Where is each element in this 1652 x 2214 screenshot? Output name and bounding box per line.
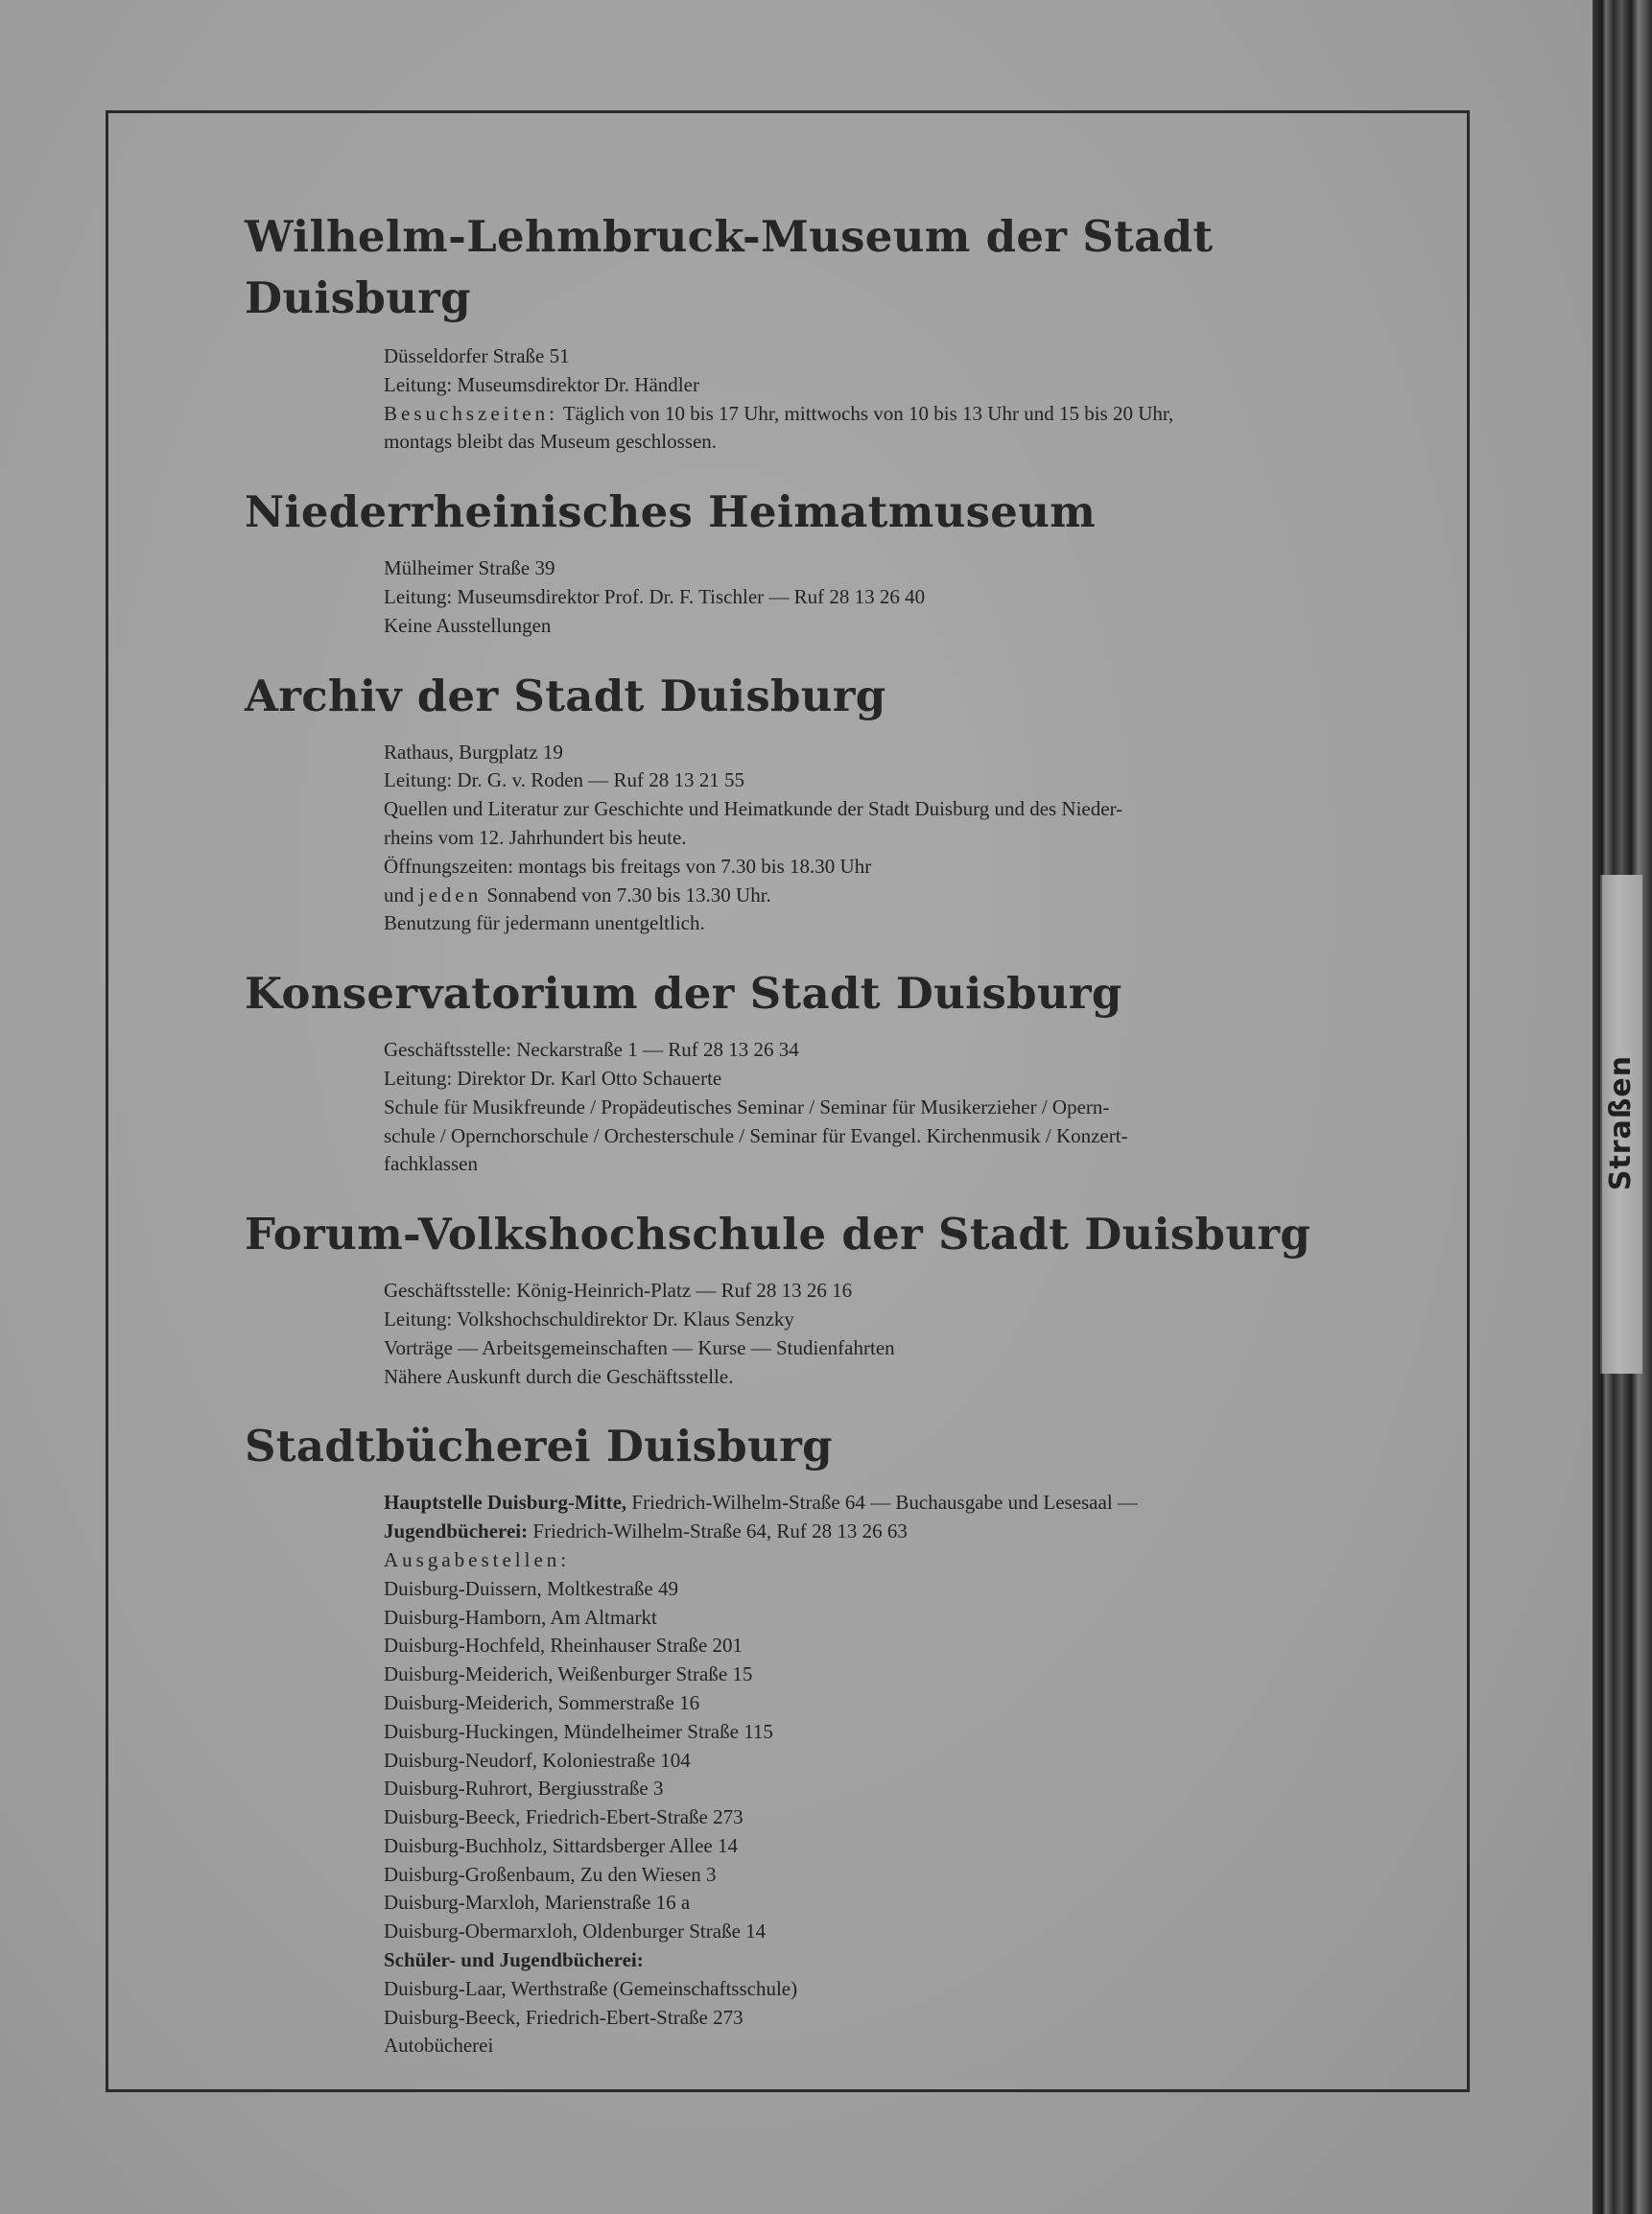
management: Leitung: Museumsdirektor Dr. Händler bbox=[384, 372, 699, 396]
list-item: Duisburg-Neudorf, Koloniestraße 104 bbox=[384, 1748, 691, 1772]
list-item: Duisburg-Hochfeld, Rheinhauser Straße 201 bbox=[384, 1634, 743, 1658]
section-heimatmuseum bbox=[245, 482, 1396, 640]
note: Keine Ausstellungen bbox=[384, 613, 552, 637]
list-item: Duisburg-Huckingen, Mündelheimer Straße 115 bbox=[384, 1719, 773, 1743]
visiting-hours: Besuchszeiten: Täglich von 10 bis 17 Uhr, mittwochs von 10 bis 13 Uhr und 15 bis 20 Uhr, bbox=[384, 401, 1174, 425]
management: Leitung: Direktor Dr. Karl Otto Schauerte bbox=[384, 1066, 722, 1090]
list-item: Autobücherei bbox=[384, 2034, 494, 2058]
offerings: Vorträge — Arbeitsgemeinschaften — Kurse — Studienfahrten bbox=[384, 1335, 895, 1359]
office: Geschäftsstelle: König-Heinrich-Platz — Ruf 28 13 26 16 bbox=[384, 1279, 853, 1303]
main-branch: Hauptstelle Duisburg-Mitte, Friedrich-Wilhelm-Straße 64 — Buchausgabe und Lesesaal — bbox=[384, 1491, 1138, 1515]
list-item: Duisburg-Buchholz, Sittardsberger Allee 14 bbox=[384, 1833, 738, 1857]
list-item: Duisburg-Obermarxloh, Oldenburger Straße 14 bbox=[384, 1920, 767, 1943]
branches-label: Ausgabestellen: bbox=[384, 1547, 571, 1571]
list-item: Duisburg-Duissern, Moltkestraße 49 bbox=[384, 1576, 678, 1600]
closed-note: montags bleibt das Museum geschlossen. bbox=[384, 430, 718, 454]
page-content bbox=[245, 206, 1396, 2061]
section-stadtbuecherei bbox=[245, 1416, 1396, 2061]
description-cont: rheins vom 12. Jahrhundert bis heute. bbox=[384, 825, 687, 849]
address: Mülheimer Straße 39 bbox=[384, 556, 555, 580]
section-title: Niederrheinisches Heimatmuseum bbox=[245, 486, 1097, 538]
management: Leitung: Dr. G. v. Roden — Ruf 28 13 21 55 bbox=[384, 768, 745, 792]
address: Düsseldorfer Straße 51 bbox=[384, 344, 570, 367]
section-title: Archiv der Stadt Duisburg bbox=[245, 670, 886, 721]
management: Leitung: Volkshochschuldirektor Dr. Klaus Senzky bbox=[384, 1307, 794, 1331]
section-lehmbruck-museum bbox=[245, 206, 1396, 457]
section-konservatorium bbox=[245, 963, 1396, 1179]
section-title: Forum-Volkshochschule der Stadt Duisburg bbox=[245, 1209, 1311, 1260]
office: Geschäftsstelle: Neckarstraße 1 — Ruf 28 13 26 34 bbox=[384, 1038, 799, 1062]
register-tab-label: Straßen bbox=[1604, 1054, 1639, 1190]
programs-cont: schule / Opernchorschule / Orchesterschule / Seminar für Evangel. Kirchenmusik / Konzert- bbox=[384, 1123, 1128, 1147]
list-item: Duisburg-Meiderich, Weißenburger Straße 15 bbox=[384, 1662, 753, 1686]
section-title: Wilhelm-Lehmbruck-Museum der Stadt Duisburg bbox=[245, 211, 1214, 323]
list-item: Duisburg-Laar, Werthstraße (Gemeinschaftsschule) bbox=[384, 1976, 798, 2000]
section-title: Stadtbücherei Duisburg bbox=[245, 1421, 833, 1472]
section-title: Konservatorium der Stadt Duisburg bbox=[245, 968, 1122, 1020]
info-note: Nähere Auskunft durch die Geschäftsstelle. bbox=[384, 1364, 734, 1388]
list-item: Duisburg-Hamborn, Am Altmarkt bbox=[384, 1605, 657, 1629]
list-item: Duisburg-Beeck, Friedrich-Ebert-Straße 273 bbox=[384, 1805, 743, 1829]
description: Quellen und Literatur zur Geschichte und Heimatkunde der Stadt Duisburg und des Nieder- bbox=[384, 797, 1123, 821]
list-item: Duisburg-Großenbaum, Zu den Wiesen 3 bbox=[384, 1862, 717, 1886]
management: Leitung: Museumsdirektor Prof. Dr. F. Tischler — Ruf 28 13 26 40 bbox=[384, 584, 926, 608]
list-item: Duisburg-Meiderich, Sommerstraße 16 bbox=[384, 1690, 700, 1714]
opening-hours: Öffnungszeiten: montags bis freitags von 7.30 bis 18.30 Uhr bbox=[384, 854, 872, 878]
youth-library: Jugendbücherei: Friedrich-Wilhelm-Straße 64, Ruf 28 13 26 63 bbox=[384, 1519, 908, 1543]
list-item: Duisburg-Ruhrort, Bergiusstraße 3 bbox=[384, 1777, 664, 1801]
section-archiv bbox=[245, 666, 1396, 939]
opening-hours-saturday: und jeden Sonnabend von 7.30 bis 13.30 Uhr. bbox=[384, 883, 771, 907]
programs: Schule für Musikfreunde / Propädeutisches Seminar / Seminar für Musikerzieher / Opern- bbox=[384, 1095, 1110, 1119]
programs-end: fachklassen bbox=[384, 1152, 478, 1176]
list-item: Duisburg-Marxloh, Marienstraße 16 a bbox=[384, 1891, 691, 1915]
school-library-label: Schüler- und Jugendbücherei: bbox=[384, 1948, 644, 1972]
list-item: Duisburg-Beeck, Friedrich-Ebert-Straße 273 bbox=[384, 2005, 743, 2029]
address: Rathaus, Burgplatz 19 bbox=[384, 740, 563, 764]
visiting-label: Besuchszeiten: bbox=[384, 401, 558, 425]
section-volkshochschule bbox=[245, 1204, 1396, 1391]
usage-note: Benutzung für jedermann unentgeltlich. bbox=[384, 911, 705, 935]
